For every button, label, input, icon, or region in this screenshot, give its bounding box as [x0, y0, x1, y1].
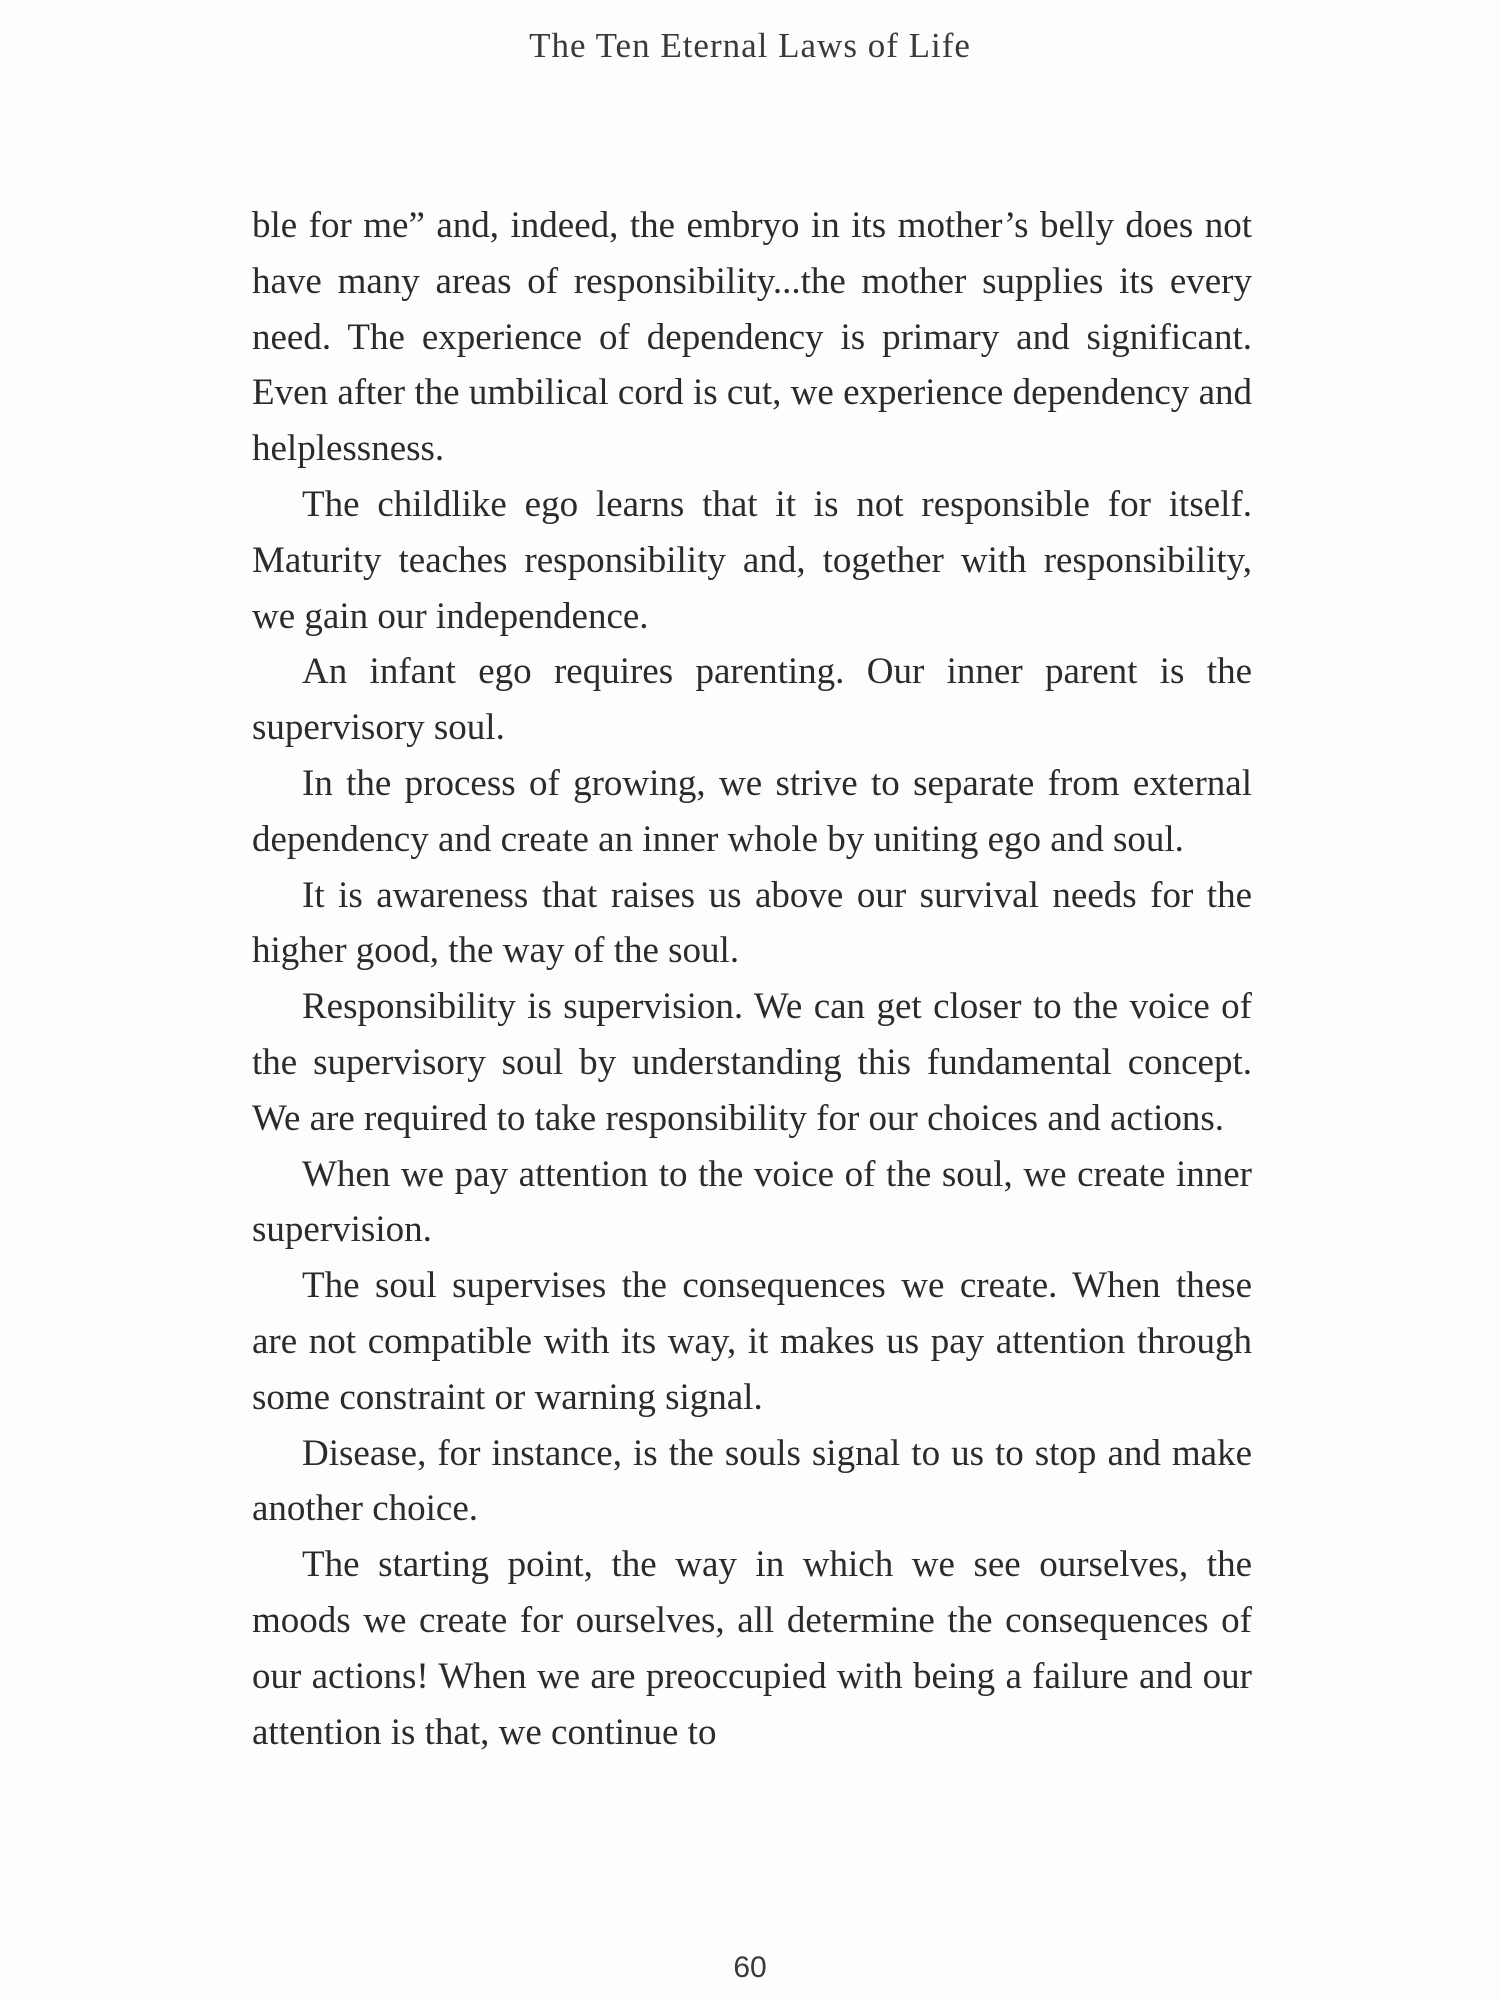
paragraph: An infant ego requires parenting. Our inner parent is the supervisory soul. [252, 651, 1252, 749]
body-text [252, 198, 1252, 1760]
paragraph: The soul supervises the consequences we create. When these are not compatible with its way, it makes us pay attention through some constraint or warning signal. [252, 1265, 1252, 1418]
paragraph: The childlike ego learns that it is not responsible for itself. Maturity teaches responsibility and, together with responsibility, we gain our independence. [252, 483, 1252, 637]
paragraph: It is awareness that raises us above our survival needs for the higher good, the way of the soul. [252, 874, 1252, 972]
paragraph: In the process of growing, we strive to separate from external dependency and create an inner whole by uniting ego and soul. [252, 762, 1252, 860]
running-header-title: The Ten Eternal Laws of Life [529, 26, 971, 65]
paragraph: Responsibility is supervision. We can get closer to the voice of the supervisory soul by understanding this fundamental concept. We are required to take responsibility for our choices and actions. [252, 986, 1252, 1139]
page-number: 60 [733, 1951, 767, 1984]
paragraph-continued: ble for me” and, indeed, the embryo in its mother’s belly does not have many areas of responsibility...the mother supplies its every need. The experience of dependency is primary and significant. Even after the umbilical cord is cut, we experience dependency and helplessness. [252, 205, 1252, 470]
paragraph: Disease, for instance, is the souls signal to us to stop and make another choice. [252, 1432, 1252, 1530]
paragraph: The starting point, the way in which we see ourselves, the moods we create for ourselves, all determine the consequences of our actions! When we are preoccupied with being a failure and our attention is that, we continue to [252, 1544, 1252, 1753]
paragraph: When we pay attention to the voice of the soul, we create inner supervision. [252, 1153, 1252, 1251]
